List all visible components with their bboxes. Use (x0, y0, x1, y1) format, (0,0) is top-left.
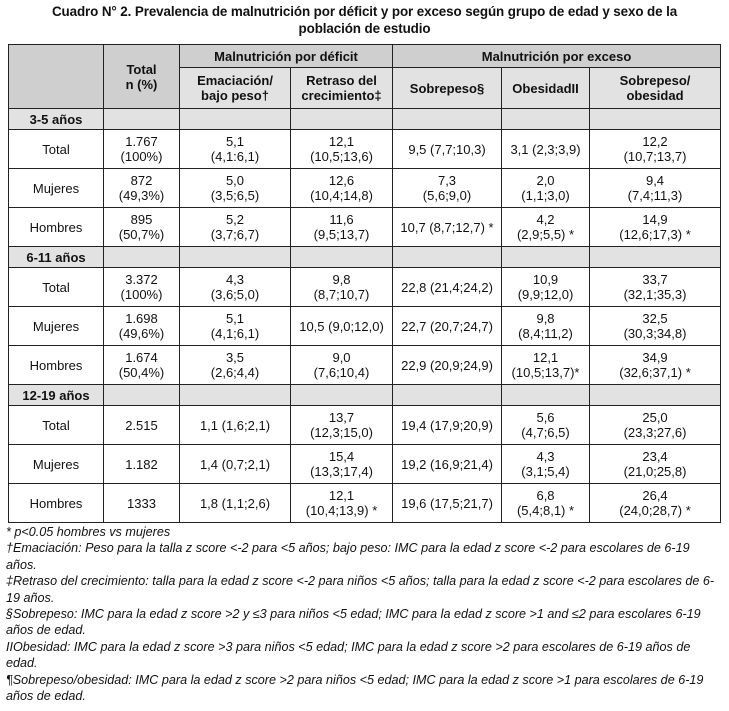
cell-total: 2.515 (104, 406, 180, 445)
section-blank-cell (590, 247, 721, 268)
table-title (0, 3, 729, 37)
section-blank-cell (291, 385, 393, 406)
cell-sobrepeso: 9,5 (7,7;10,3) (393, 130, 502, 169)
cell-obesidad: 9,8 (8,4;11,2) (502, 307, 590, 346)
table-row (9, 208, 721, 247)
row-group-label: Mujeres (9, 169, 104, 208)
cell-sobrepeso: 19,6 (17,5;21,7) (393, 484, 502, 523)
section-blank-cell (180, 247, 291, 268)
cell-obesidad: 6,8 (5,4;8,1) * (502, 484, 590, 523)
table-row (9, 268, 721, 307)
cell-obesidad: 12,1 (10,5;13,7)* (502, 346, 590, 385)
header-obesidad: ObesidadII (502, 68, 590, 109)
footnote: ‡Retraso del crecimiento: talla para la edad z score <-2 para niños <5 años; talla para la edad z score <-2 para escolares de 6-19 años. (6, 574, 715, 605)
cell-total: 1.767 (100%) (104, 130, 180, 169)
footnote: * p<0.05 hombres vs mujeres (6, 525, 171, 539)
section-blank-cell (393, 385, 502, 406)
cell-obesidad: 10,9 (9,9;12,0) (502, 268, 590, 307)
section-blank-cell (291, 247, 393, 268)
section-blank-cell (104, 109, 180, 130)
cell-obesidad: 2,0 (1,1;3,0) (502, 169, 590, 208)
table-row (9, 169, 721, 208)
cell-sobrepeso: 22,9 (20,9;24,9) (393, 346, 502, 385)
cell-retraso: 9,0 (7,6;10,4) (291, 346, 393, 385)
section-blank-cell (180, 109, 291, 130)
footnotes (6, 524, 722, 704)
cell-retraso: 12,1 (10,4;13,9) * (291, 484, 393, 523)
cell-emaciacion: 4,3 (3,6;5,0) (180, 268, 291, 307)
cell-retraso: 9,8 (8,7;10,7) (291, 268, 393, 307)
section-blank-cell (291, 109, 393, 130)
cell-total: 1.674 (50,4%) (104, 346, 180, 385)
row-group-label: Total (9, 268, 104, 307)
title-line-2: población de estudio (298, 21, 431, 36)
cell-sobre-obes: 12,2 (10,7;13,7) (590, 130, 721, 169)
cell-retraso: 10,5 (9,0;12,0) (291, 307, 393, 346)
header-emaciacion: Emaciación/ bajo peso† (180, 68, 291, 109)
cell-retraso: 11,6 (9,5;13,7) (291, 208, 393, 247)
cell-sobre-obes: 33,7 (32,1;35,3) (590, 268, 721, 307)
cell-obesidad: 4,2 (2,9;5,5) * (502, 208, 590, 247)
cell-retraso: 13,7 (12,3;15,0) (291, 406, 393, 445)
cell-total: 872 (49,3%) (104, 169, 180, 208)
cell-emaciacion: 5,2 (3,7;6,7) (180, 208, 291, 247)
cell-emaciacion: 1,4 (0,7;2,1) (180, 445, 291, 484)
section-blank-cell (104, 385, 180, 406)
prevalence-table (8, 44, 721, 523)
cell-sobre-obes: 9,4 (7,4;11,3) (590, 169, 721, 208)
section-blank-cell (590, 109, 721, 130)
header-total: Total n (%) (104, 45, 180, 109)
cell-emaciacion: 3,5 (2,6;4,4) (180, 346, 291, 385)
table-row (9, 445, 721, 484)
table-row (9, 484, 721, 523)
cell-sobrepeso: 22,7 (20,7;24,7) (393, 307, 502, 346)
cell-sobrepeso: 19,4 (17,9;20,9) (393, 406, 502, 445)
cell-total: 895 (50,7%) (104, 208, 180, 247)
header-exceso: Malnutrición por exceso (393, 45, 721, 68)
cell-emaciacion: 5,1 (4,1;6,1) (180, 307, 291, 346)
section-label: 3-5 años (9, 109, 104, 130)
footnote: §Sobrepeso: IMC para la edad z score >2 y ≤3 para niños <5 edad; IMC para la edad z score >1 and ≤2 para escolares 6-19 años de edad. (6, 607, 701, 638)
table-row (9, 307, 721, 346)
cell-sobre-obes: 23,4 (21,0;25,8) (590, 445, 721, 484)
title-line-1: Cuadro N° 2. Prevalencia de malnutrición por déficit y por exceso según grupo de edad y sexo de la (51, 4, 678, 19)
section-row (9, 247, 721, 268)
header-group-blank (9, 45, 104, 109)
section-row (9, 109, 721, 130)
row-group-label: Hombres (9, 484, 104, 523)
table-body (9, 109, 721, 523)
footnote: †Emaciación: Peso para la talla z score <-2 para <5 años; bajo peso: IMC para la edad z score <-2 para escolares de 6-19 años. (6, 541, 690, 572)
section-blank-cell (590, 385, 721, 406)
cell-sobre-obes: 14,9 (12,6;17,3) * (590, 208, 721, 247)
cell-obesidad: 5,6 (4,7;6,5) (502, 406, 590, 445)
cell-emaciacion: 1,8 (1,1;2,6) (180, 484, 291, 523)
section-blank-cell (502, 385, 590, 406)
row-group-label: Mujeres (9, 307, 104, 346)
section-blank-cell (104, 247, 180, 268)
cell-sobrepeso: 19,2 (16,9;21,4) (393, 445, 502, 484)
section-blank-cell (393, 109, 502, 130)
section-label: 6-11 años (9, 247, 104, 268)
cell-retraso: 12,1 (10,5;13,6) (291, 130, 393, 169)
header-deficit: Malnutrición por déficit (180, 45, 393, 68)
footnote: ¶Sobrepeso/obesidad: IMC para la edad z score >2 para niños <5 edad; IMC para la edad z score >1 para escolares de 6-19 años de edad. (6, 672, 704, 704)
section-blank-cell (393, 247, 502, 268)
cell-sobre-obes: 25,0 (23,3;27,6) (590, 406, 721, 445)
cell-emaciacion: 1,1 (1,6;2,1) (180, 406, 291, 445)
cell-emaciacion: 5,0 (3,5;6,5) (180, 169, 291, 208)
cell-retraso: 12,6 (10,4;14,8) (291, 169, 393, 208)
cell-sobre-obes: 26,4 (24,0;28,7) * (590, 484, 721, 523)
cell-sobre-obes: 32,5 (30,3;34,8) (590, 307, 721, 346)
row-group-label: Mujeres (9, 445, 104, 484)
section-label: 12-19 años (9, 385, 104, 406)
header-retraso: Retraso del crecimiento‡ (291, 68, 393, 109)
cell-total: 1333 (104, 484, 180, 523)
cell-emaciacion: 5,1 (4,1:6,1) (180, 130, 291, 169)
section-blank-cell (180, 385, 291, 406)
section-row (9, 385, 721, 406)
footnote: IIObesidad: IMC para la edad z score >3 para niños <5 edad; IMC para la edad z score >2 para escolares de 6-19 años de edad. (6, 639, 691, 671)
cell-total: 3.372 (100%) (104, 268, 180, 307)
cell-retraso: 15,4 (13,3;17,4) (291, 445, 393, 484)
row-group-label: Total (9, 406, 104, 445)
cell-total: 1.698 (49,6%) (104, 307, 180, 346)
cell-sobre-obes: 34,9 (32,6;37,1) * (590, 346, 721, 385)
cell-sobrepeso: 7,3 (5,6;9,0) (393, 169, 502, 208)
cell-obesidad: 3,1 (2,3;3,9) (502, 130, 590, 169)
cell-sobrepeso: 10,7 (8,7;12,7) * (393, 208, 502, 247)
cell-sobrepeso: 22,8 (21,4;24,2) (393, 268, 502, 307)
header-sobrepeso: Sobrepeso§ (393, 68, 502, 109)
row-group-label: Hombres (9, 208, 104, 247)
header-sobrepeso-obesidad: Sobrepeso/ obesidad (590, 68, 721, 109)
table-row (9, 406, 721, 445)
row-group-label: Hombres (9, 346, 104, 385)
cell-total: 1.182 (104, 445, 180, 484)
section-blank-cell (502, 247, 590, 268)
cell-obesidad: 4,3 (3,1;5,4) (502, 445, 590, 484)
row-group-label: Total (9, 130, 104, 169)
section-blank-cell (502, 109, 590, 130)
table-row (9, 130, 721, 169)
table-row (9, 346, 721, 385)
